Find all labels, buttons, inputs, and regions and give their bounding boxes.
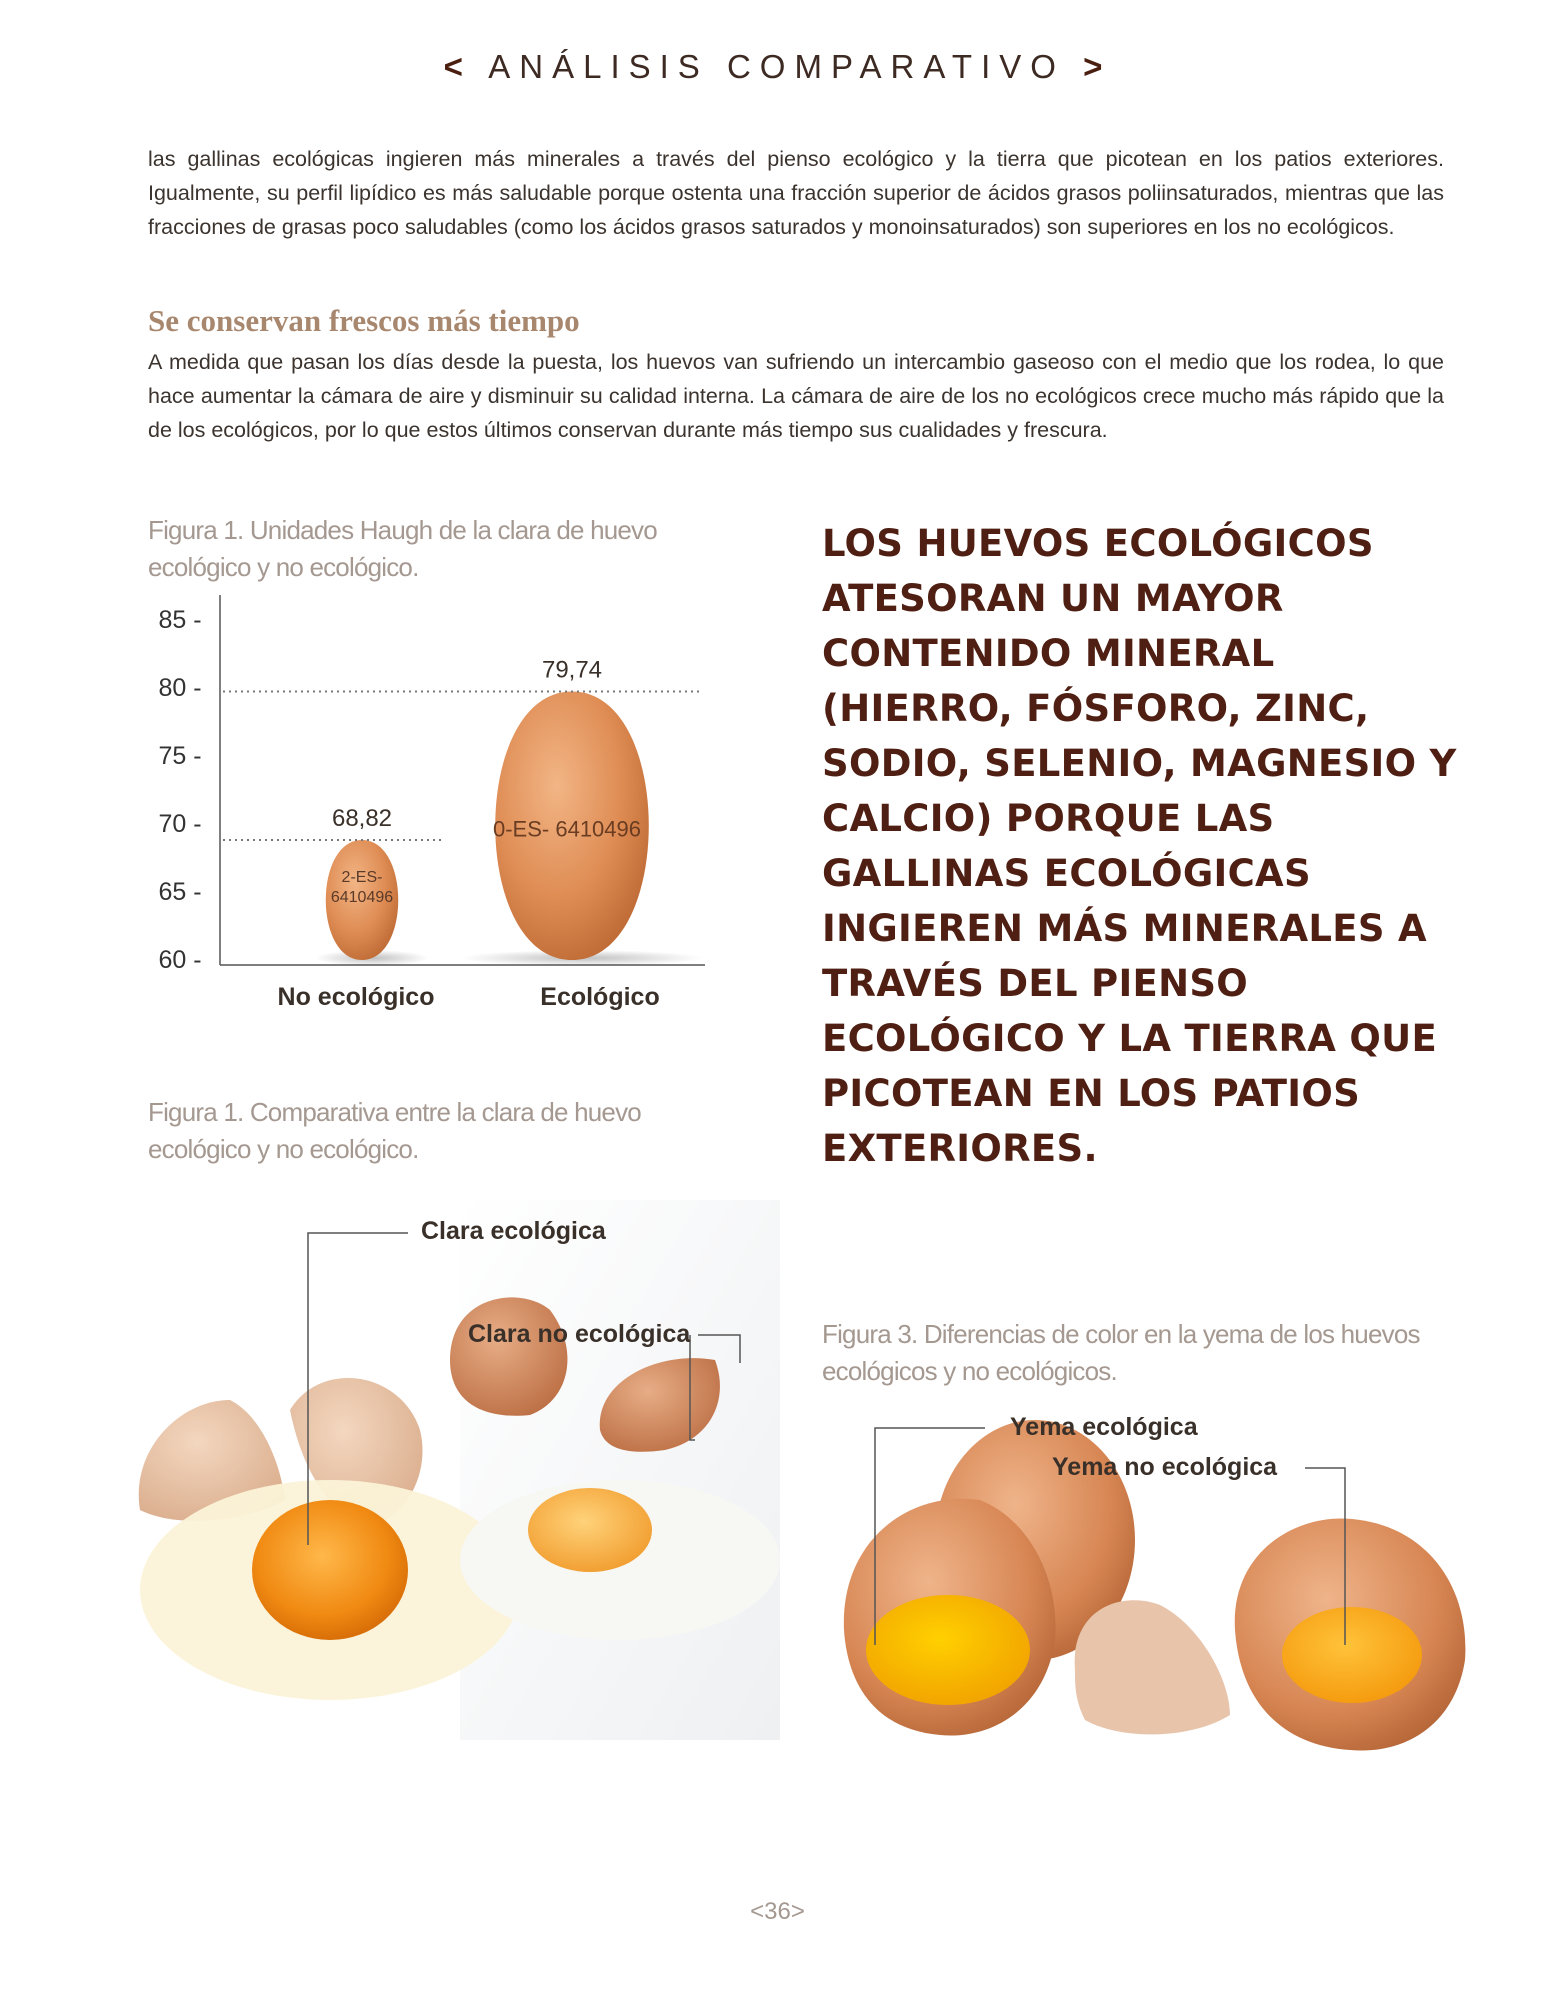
haugh-units-chart [130,595,730,1025]
header-right-chevron: > [1083,48,1112,85]
leader-line-segment [698,1335,740,1363]
egg-code-line: 6410496 [330,889,394,907]
section-title: Se conservan frescos más tiempo [148,303,580,338]
y-tick-label: 60 - [158,946,202,974]
y-tick-label: 80 - [158,674,202,702]
egg-code-line: 2-ES- [341,869,383,887]
egg-large-code: 0-ES- 6410496 [493,816,641,842]
label-clara-no-ecologica: Clara no ecológica [468,1320,691,1348]
page-number [0,1898,1555,1926]
yolk-eco [866,1595,1030,1705]
page-header [0,48,1555,86]
label-yema-ecologica: Yema ecológica [1010,1413,1198,1441]
y-tick-label: 65 - [158,878,202,906]
yolk-no-eco [528,1488,652,1572]
page-number-value: 36 [764,1898,791,1925]
label-yema-no-ecologica: Yema no ecológica [1052,1453,1278,1481]
data-label: 79,74 [541,656,603,684]
y-tick-label: 75 - [158,742,202,770]
figure3-caption: Figura 3. Diferencias de color en la yema de los huevos ecológicos y no ecológicos. [822,1319,1420,1386]
label-clara-ecologica: Clara ecológica [421,1217,606,1245]
egg-white-comparison-photo [120,1200,780,1740]
figure1-caption: Figura 1. Unidades Haugh de la clara de huevo ecológico y no ecológico. [148,515,657,582]
header-left-chevron: < [443,48,472,85]
photo-background [460,1200,780,1740]
page-left-chevron: < [750,1898,765,1925]
y-tick-label: 85 - [158,606,202,634]
shell-half [1075,1600,1230,1734]
data-label: 68,82 [331,805,393,833]
yolk-no-eco [1282,1607,1422,1703]
leader-line-no-eco-top [698,1333,743,1363]
header-title: ANÁLISIS COMPARATIVO [488,48,1065,85]
section-paragraph: A medida que pasan los días desde la puesta, los huevos van sufriendo un intercambio gaseoso con el medio que los rodea, lo que hace aumentar la cámara de aire y disminuir su calidad interna. La cámara de aire de los no ecológicos crece mucho más rápido que la de los ecológicos, por lo que estos últimos conservan durante más tiempo sus cualidades y frescura. [148,350,1444,442]
y-tick-label: 70 - [158,810,202,838]
yolk-comparison-photo [830,1380,1480,1850]
x-category-label: Ecológico [540,983,660,1011]
figure2-caption: Figura 1. Comparativa entre la clara de huevo ecológico y no ecológico. [148,1097,641,1164]
pull-quote: LOS HUEVOS ECOLÓGICOS ATESORAN UN MAYOR CONTENIDO MINERAL (HIERRO, FÓSFORO, ZINC, SODIO, SELENIO, MAGNESIO Y CALCIO) PORQUE LAS GALLINAS ECOLÓGICAS INGIEREN MÁS MINERALES A TRAVÉS DEL PIENSO ECOLÓGICO Y LA TIERRA QUE PICOTEAN EN LOS PATIOS EXTERIORES. [822,522,1457,1170]
page-right-chevron: > [790,1898,805,1925]
x-category-label: No ecológico [277,983,435,1011]
y-axis-ticks [158,606,201,974]
intro-paragraph: las gallinas ecológicas ingieren más minerales a través del pienso ecológico y la tierra que picotean en los patios exteriores. Igualmente, su perfil lipídico es más saludable porque ostenta una fracción superior de ácidos grasos poliinsaturados, mientras que las fracciones de grasas poco saludables (como los ácidos grasos saturados y monoinsaturados) son superiores en los no ecológicos. [148,147,1444,239]
yolk-eco [252,1500,408,1640]
shell-piece [450,1297,567,1415]
